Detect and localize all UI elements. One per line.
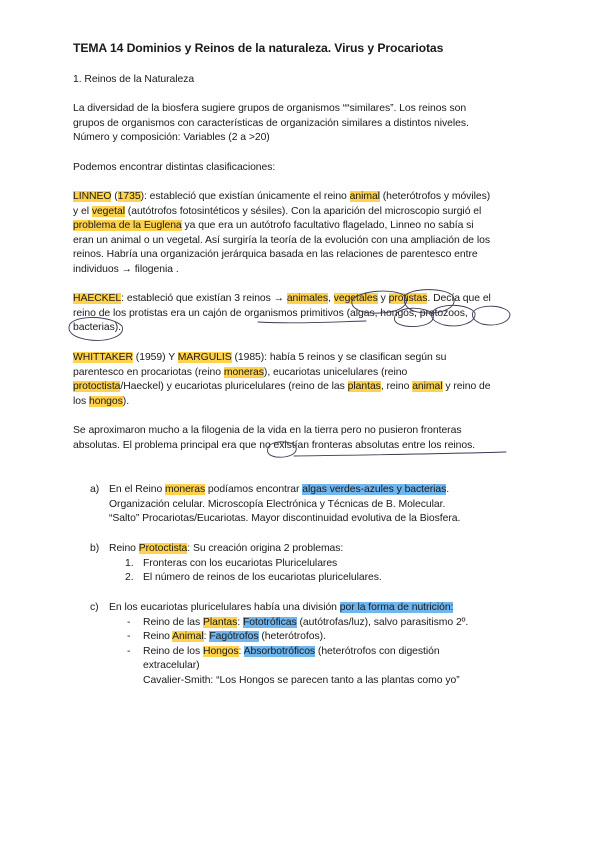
bacterias-word: bacterias bbox=[73, 322, 115, 334]
text-line: Se aproximaron mucho a la filogenia de la vida en la tierra pero no pusieron fronteras bbox=[73, 425, 462, 436]
sub-item-hongos: Reino de los Hongos: Absorbotróficos (heterótrofos con digestión bbox=[143, 645, 440, 657]
highlight-whittaker: WHITTAKER bbox=[73, 352, 133, 363]
clasificaciones-text: Podemos encontrar distintas clasificaciones: bbox=[73, 162, 276, 173]
aproximaron-paragraph bbox=[73, 424, 533, 453]
page-title: TEMA 14 Dominios y Reinos de la naturaleza. Virus y Procariotas bbox=[73, 41, 444, 55]
highlight-protistas: protistas bbox=[388, 293, 428, 304]
sub-item-plantas: Reino de las Plantas: Fototróficas (autótrofas/luz), salvo parasitismo 2º. bbox=[143, 616, 469, 628]
highlight-euglena: problema de la Euglena bbox=[73, 220, 182, 232]
list-marker: c) bbox=[90, 602, 99, 613]
sub-marker: 2. bbox=[125, 572, 134, 584]
highlight-margulis: MARGULIS bbox=[177, 352, 232, 363]
text-line: reinos. Habría una organización jerárquica basada en las relaciones de parentesco entre bbox=[73, 249, 478, 261]
dash-marker: - bbox=[127, 645, 131, 657]
text-line: “Salto” Procariotas/Eucariotas. Mayor discontinuidad evolutiva de la Biosfera. bbox=[109, 513, 461, 525]
sub-item: Fronteras con los eucariotas Pluricelulares bbox=[143, 557, 338, 569]
cavalier-quote: Cavalier-Smith: “Los Hongos se parecen tanto a las plantas como yo” bbox=[143, 675, 460, 686]
highlight-absorbotroficos: Absorbotróficos bbox=[243, 645, 316, 657]
text-line: absolutas. El problema principal era que no existían fronteras absolutas entre los reinos. bbox=[73, 439, 476, 451]
text-line: eran un animal o un vegetal. Así surgiría la teoría de la evolución con una ampliación de los bbox=[73, 234, 491, 246]
highlight-algas: algas verdes-azules y bacterias bbox=[302, 484, 447, 495]
highlight-hongos: Hongos bbox=[203, 645, 239, 657]
highlight-fototroficas: Fototróficas bbox=[243, 616, 297, 628]
list-marker: b) bbox=[90, 543, 100, 554]
text-line: Organización celular. Microscopía Electrónica y Técnicas de B. Molecular. bbox=[109, 498, 446, 510]
highlight-linneo: LINNEO bbox=[73, 191, 112, 202]
text-line: reino de los protistas era un cajón de organismos primitivos (algas, hongos, protozoos, bbox=[73, 307, 468, 319]
highlight-vegetales: vegetales bbox=[333, 293, 378, 304]
highlight-vegetal: vegetal bbox=[91, 205, 125, 217]
highlight-protoctista: protoctista bbox=[73, 381, 121, 393]
highlight-animal: animal bbox=[412, 381, 443, 393]
highlight-hongos: hongos bbox=[88, 395, 123, 407]
linneo-paragraph: LINNEO (1735): estableció que existían únicamente el reino animal (heterótrofos y móviles) y el vegetal (autótrofos fotosintéticos y sésiles). Con la aparición del microscopio surgió el problema de la Euglena ya que era un autótrofo facultativo flagelado, Linneo no sabía si eran un animal o un vegetal. Así surgiría la teoría de la evolución con una ampliación de los reinos. Habría una organización jerárquica basada en las relaciones de parentesco entre individuos → filogenia . bbox=[73, 190, 533, 278]
haeckel-paragraph: HAECKEL: estableció que existían 3 reinos → animales, vegetales y protistas. Decía que el reino de los protistas era un cajón de organismos primitivos (algas, hongos, protozoos, bacterias). bbox=[73, 292, 533, 336]
whittaker-paragraph: WHITTAKER (1959) Y MARGULIS (1985): había 5 reinos y se clasifican según su parentesco en procariotas (reino moneras), eucariotas unicelulares (reino protoctista/Haeckel) y eucariotas pluricelulares (reino de las plantas, reino animal y reino de los hongos). bbox=[73, 352, 491, 407]
text-line: grupos de organismos con características de organización similares a distintos niveles. bbox=[73, 117, 469, 129]
highlight-plantas: Plantas bbox=[203, 616, 238, 628]
document-page: TEMA 14 Dominios y Reinos de la naturaleza. Virus y Procariotas 1. Reinos de la Naturaleza La diversidad de la biosfera sugiere grupos de organismos ““similares”. Los reinos son grupos de organismos con características de organización similares a distintos niveles. Número y composición: Variables (2 a >20) Podemos encontrar distintas clasificaciones: LINNEO (1735): estableció que existían únicamente el reino animal (heterótrofos y móviles) y el vegetal (autótrofos fotosintéticos y sésiles). Con la aparición del microscopio surgió el problema de la Euglena ya que era un autótrofo facultativo flagelado, Linneo no sabía si eran un animal o un vegetal. Así surgiría la teoría de la evolución con una ampliación de los reinos. Habría una organización jerárquica basada en las relaciones de parentesco entre individuos → filogenia . HAECKEL: estableció que existían 3 reinos → animales, vegetales y protistas. Decía que el reino de los protistas era un cajón de organismos primitivos (algas, hongos, protozoos, bacterias). WHITTAKER (1959) Y MARGULIS (1985): había 5 reinos y se clasifican según su parentesco en procariotas (reino moneras), eucariotas unicelulares (reino protoctista/Haeckel) y eucariotas pluricelulares (reino de las plantas, reino animal y reino de los hongos). Se aproximaron mucho a la filogenia de la vida en la tierra pero no pusieron fronteras absolutas. El problema principal era que no existían fronteras absolutas entre los reinos. a) En el Reino moneras podíamos encontrar algas verdes-azules y bacterias. Organización celular. Microscopía Electrónica y Técnicas de B. Molecular. “Salto” Procariotas/Eucariotas. Mayor discontinuidad evolutiva de la Biosfera. b) Reino Protoctista: Su creación origina 2 problemas: 1. Fronteras con los eucariotas Pluricelulares 2. El número de reinos de los eucariotas pluricelulares. c) En los eucariotas pluricelulares había una división por la forma de nutrición: - Reino de las Plantas: Fototróficas (autótrofas/luz), salvo parasitismo 2º. - Reino Animal: Fagótrofos (heterótrofos). - Reino de los Hongos: Absorbotróficos (heterótrofos con digestión extracelular) Cavalier-Smith: “Los Hongos se parecen tanto a las plantas como yo” bbox=[0, 0, 600, 848]
highlight-animal: Animal bbox=[172, 631, 204, 643]
dash-marker: - bbox=[127, 616, 131, 628]
sub-item: El número de reinos de los eucariotas pluricelulares. bbox=[143, 572, 382, 584]
sub-marker: 1. bbox=[125, 557, 134, 569]
dash-marker: - bbox=[127, 631, 131, 643]
highlight-protoctista: Protoctista bbox=[138, 543, 188, 554]
highlight-plantas: plantas bbox=[347, 381, 381, 393]
highlight-animales: animales bbox=[286, 293, 329, 304]
highlight-animal: animal bbox=[349, 191, 380, 202]
highlight-moneras: moneras bbox=[223, 366, 264, 378]
highlight-moneras: moneras bbox=[165, 484, 206, 495]
section-heading: 1. Reinos de la Naturaleza bbox=[73, 74, 195, 85]
highlight-nutricion: por la forma de nutrición: bbox=[339, 602, 454, 613]
list-marker: a) bbox=[90, 484, 100, 495]
sub-item-animal: Reino Animal: Fagótrofos (heterótrofos). bbox=[143, 631, 326, 643]
text-line: Número y composición: Variables (2 a >20) bbox=[73, 132, 270, 144]
highlight-haeckel: HAECKEL bbox=[73, 293, 122, 304]
highlight-year: 1735 bbox=[117, 191, 141, 202]
text-line: individuos → filogenia . bbox=[73, 263, 179, 275]
text-line: La diversidad de la biosfera sugiere grupos de organismos ““similares”. Los reinos son bbox=[73, 103, 467, 114]
intro-paragraph bbox=[73, 102, 533, 146]
highlight-fagotrofos: Fagótrofos bbox=[209, 631, 259, 643]
sub-item-continuation: extracelular) bbox=[143, 660, 200, 672]
